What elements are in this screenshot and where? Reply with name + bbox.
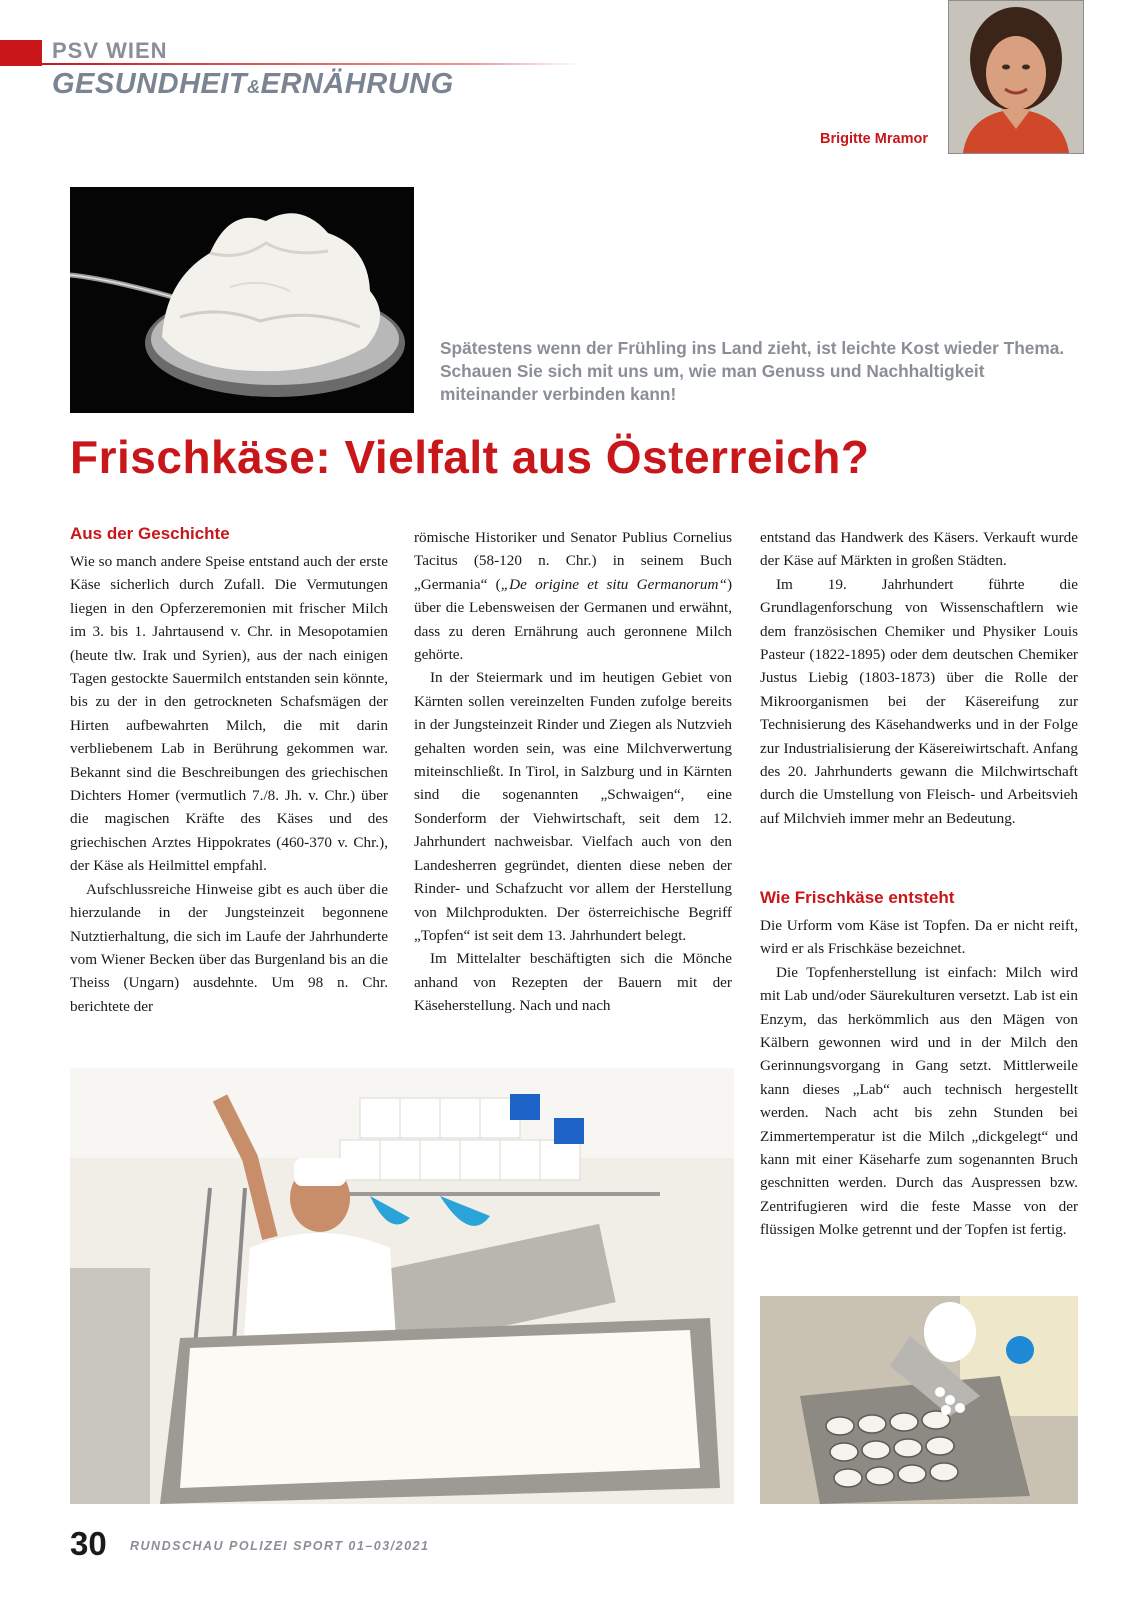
article-column-1 (70, 550, 388, 1018)
paragraph: Die Urform vom Käse ist Topfen. Da er nicht reift, wird er als Frischkäse bezeichnet. (760, 917, 1078, 958)
paragraph: Im 19. Jahrhundert führte die Grundlagenforschung von Wissenschaftlern wie dem französischen Chemiker und Physiker Louis Pasteur (1822-1895) oder dem deutschen Chemiker Justus Liebig (1803-1873) über die Rolle der Mikroorganismen bei der Käsereifung zur Technisierung des Käsehandwerks und in der Folge zur Industrialisierung der Käsereiwirtschaft. Anfang des 20. Jahrhunderts gewann die Milchwirtschaft durch die Umstellung von Fleisch- und Arbeitsvieh auf Milchvieh immer mehr an Bedeutung. (760, 575, 1078, 827)
section-title: PSV WIEN (52, 38, 168, 63)
author-portrait (948, 0, 1084, 154)
paragraph-text: ) über die Lebensweisen der Germanen und erwähnt, dass zu deren Ernährung auch geronnene Milch gehörte. (414, 575, 733, 664)
article-column-3-continued (760, 914, 1078, 1242)
headline: Frischkäse: Vielfalt aus Österreich? (70, 431, 870, 483)
magazine-issue: RUNDSCHAU POLIZEI SPORT 01–03/2021 (130, 1539, 430, 1553)
section-heading-production: Wie Frischkäse entsteht (760, 888, 955, 907)
paragraph: Die Topfenherstellung ist einfach: Milch wird mit Lab und/oder Säurekulturen versetzt. Lab ist ein Enzym, das herkömmlich aus den Mägen von Kälbern gewonnen wird und in der Milch den Gerinnungsvorgang in Gang setzt. Mittlerweile kann dieses „Lab“ auch technisch hergestellt werden. Nach acht bis zehn Stunden bei Zimmertemperatur ist die Milch „dickgelegt“ und kann mit einer Käseharfe zum sogenannten Bruch geschnitten werden. Durch das Auspressen bzw. Zentrifugieren wird die feste Masse von der flüssigen Molke getrennt und der Topfen ist fertig. (760, 963, 1078, 1239)
book-title: „De origine et situ Germanorum“ (500, 575, 727, 593)
subsection-part-b: ERNÄHRUNG (260, 68, 454, 100)
paragraph (414, 526, 732, 666)
subsection-ampersand: & (247, 77, 261, 97)
paragraph: In der Steiermark und im heutigen Gebiet von Kärnten sollen vereinzelten Funden zufolge bereits in der Jungsteinzeit Rinder und Ziegen als Nutzvieh gehalten worden sein, was eine Milchverwertung miteinschließt. In Tirol, in Salzburg und in Kärnten sind die sogenannten „Schwaigen“, eine Sonderform der Viehwirtschaft, seit dem 12. Jahrhundert nachweisbar. Vielfach auch von den Landesherren gegründet, dienten diese neben der Rinder- und Schafzucht vor allem der Herstellung von Milchprodukten. Der österreichische Begriff „Topfen“ ist seit dem 13. Jahrhundert belegt. (414, 669, 732, 944)
subsection-title (52, 68, 454, 101)
paragraph: Aufschlussreiche Hinweise gibt es auch über die hierzulande in der Jungsteinzeit begonnene Nutztierhaltung, die sich im Laufe der Jahrhunderte vom Wiener Becken über das Burgenland bis an die Theiss (Ungarn) ausdehnte. Um 98 n. Chr. berichtete der (70, 880, 388, 1015)
paragraph-text: römische Historiker und Senator Publius Cornelius Tacitus (58-120 n. Chr.) in seinem Buch „Germania“ ( (414, 529, 732, 593)
cheesemaker-photo (70, 1068, 734, 1504)
section-color-block (0, 40, 42, 66)
section-heading-history: Aus der Geschichte (70, 524, 230, 543)
cheese-moulds-photo (760, 1296, 1078, 1504)
paragraph: Im Mittelalter beschäftigten sich die Mönche anhand von Rezepten der Bauern mit der Käseherstellung. Nach und nach (414, 950, 732, 1015)
article-column-2 (414, 526, 732, 1018)
cheese-on-spoon-photo (70, 187, 414, 413)
article-column-3 (760, 526, 1078, 830)
page-number: 30 (70, 1525, 107, 1562)
author-name: Brigitte Mramor (820, 131, 928, 147)
lead-paragraph: Spätestens wenn der Frühling ins Land zieht, ist leichte Kost wieder Thema. Schauen Sie sich mit uns um, wie man Genuss und Nachhaltigkeit miteinander verbinden kann! (440, 338, 1065, 404)
subsection-part-a: GESUNDHEIT (52, 68, 248, 100)
paragraph: entstand das Handwerk des Käsers. Verkauft wurde der Käse auf Märkten in großen Städten. (760, 529, 1078, 570)
paragraph: Wie so manch andere Speise entstand auch der erste Käse sicherlich durch Zufall. Die Vermutungen liegen in den Opferzeremonien mit frischer Milch im 3. bis 1. Jahrtausend v. Chr. in Mesopotamien (heute tlw. Irak und Syrien), aus der nach einigen Tagen gestockte Sauermilch entstanden sein könnte, bis zu der in den getrockneten Schafsmägen der Hirten aufbewahrten Milch, die mit darin verbliebenem Lab in Berührung gekommen war. Bekannt sind die Beschreibungen des griechischen Dichters Homer (vermutlich 7./8. Jh. v. Chr.) über die magischen Kräfte des Käses und des griechischen Arztes Hippokrates (460-370 v. Chr.), der Käse als Heilmittel empfahl. (70, 553, 388, 875)
